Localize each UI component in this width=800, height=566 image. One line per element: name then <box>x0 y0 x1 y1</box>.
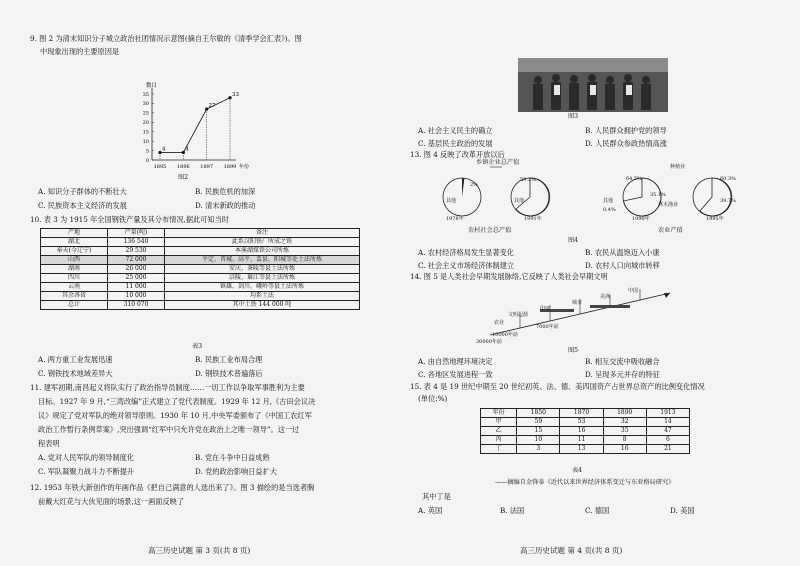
table4-cell: 53 <box>560 418 603 427</box>
x-tick-label: 1899 <box>223 164 237 170</box>
y-tick-label: 20 <box>142 120 149 127</box>
x-axis-suffix: 年份 <box>239 164 250 170</box>
table4-source: ——摘编自金锋泰《近代以来世界经济体系变迁与东亚格局研究》 <box>495 479 675 486</box>
right-page <box>400 0 800 566</box>
q12-option-b: B. 人民群众拥护党的领导 <box>585 126 667 135</box>
table3-cell: 镇雄、剑川、峨岭等县土法所炼 <box>165 283 360 292</box>
linmu-label: 林木渔业 <box>658 202 679 208</box>
q10-option-b: B. 民族工业布局合理 <box>195 355 263 364</box>
table3-row <box>41 256 360 265</box>
data-label: 4 <box>162 146 166 153</box>
table4-cell: 3 <box>517 445 560 454</box>
q12-option-c: C. 基层民主政治的发展 <box>418 139 493 148</box>
q9-option-b: B. 民族危机的加深 <box>195 187 256 196</box>
table4-header: 1913 <box>646 409 689 418</box>
zhongzhi-label: 种植业 <box>670 164 686 170</box>
q14-option-c: C. 各地区发展进程一致 <box>418 370 493 379</box>
table4-row <box>481 445 690 454</box>
q14-option-b: B. 相互交流中吸收融合 <box>585 357 660 366</box>
pct-04: 0.4% <box>603 207 616 213</box>
f5-label-30000: 30000年前 <box>476 339 502 345</box>
q15-option-b: B. 法国 <box>500 506 525 515</box>
f5-label-agri: 农业 <box>494 320 505 326</box>
q14-stem: 14. 图 5 是人类社会早期发展脉络,它反映了人类社会早期文明 <box>410 272 608 281</box>
table4-cell: 35 <box>603 427 646 436</box>
rural-enterprise-label: 乡镇企业总产值 <box>476 159 520 166</box>
table4-caption: 表4 <box>572 467 583 474</box>
q11-option-b: B. 党在斗争中日益成熟 <box>195 453 270 462</box>
f5-label-america: 美洲 <box>600 294 611 300</box>
table3-header: 备注 <box>165 229 360 238</box>
q10-option-d: D. 钢铁技术普遍落后 <box>195 369 263 378</box>
q11-line5: 程表明 <box>38 439 60 448</box>
table3-cell: 此系汉阳铁厂所成之铁 <box>165 238 360 247</box>
q15-line2: (单位:%) <box>418 394 448 403</box>
table4-cell: 甲 <box>481 418 517 427</box>
year-1995: 1995年 <box>706 216 724 222</box>
table4-cell: 59 <box>517 418 560 427</box>
table4-cell: 10 <box>517 436 560 445</box>
table3-cell: 均系土法 <box>165 292 360 301</box>
table3-caption: 表3 <box>192 343 203 350</box>
table4-cell: 14 <box>646 418 689 427</box>
pct-397: 39.7% <box>720 198 736 204</box>
table4-cell: 16 <box>560 427 603 436</box>
figure4-caption: 图4 <box>568 237 579 244</box>
figure3-photo <box>518 58 668 112</box>
table3-cell: 奉天(今辽宁) <box>41 247 108 256</box>
table3-cell: 136 540 <box>108 238 165 247</box>
y-tick-label: 25 <box>142 110 149 117</box>
table4-row <box>481 418 690 427</box>
table3-cell: 湖南 <box>41 265 108 274</box>
table3-cell: 本溪湖煤铁公司所炼 <box>165 247 360 256</box>
q15-line1: 15. 表 4 是 19 世纪中期至 20 世纪初英、法、德、美四国资产占世界总资产的比例变化情况 <box>410 382 705 391</box>
table3-row <box>41 247 360 256</box>
table3-cell: 29 530 <box>108 247 165 256</box>
q15-ask: 其中丁是 <box>422 492 451 501</box>
q11-option-a: A. 党对人民军队的领导制度化 <box>38 453 135 462</box>
series-line <box>160 98 230 153</box>
q13-option-d: D. 农村人口向城市转移 <box>585 261 660 270</box>
table4-cell: 15 <box>517 427 560 436</box>
q11-line2: 目标。1927 年 9 月,“三湾改编”正式建立了党代表制度。1929 年 12 月,《古田会议决 <box>38 397 316 406</box>
year-1991: 1991年 <box>524 216 542 222</box>
table4-cell: 8 <box>603 436 646 445</box>
agri-caption: 农业产值 <box>658 227 683 234</box>
year-1990: 1990年 <box>632 216 650 222</box>
q11-line3: 议》规定了党对军队的绝对领导原则。1930 年 10 月,中央军委颁布了《中国工农红军 <box>38 411 312 420</box>
table4-cell: 乙 <box>481 427 517 436</box>
q14-option-d: D. 呈现多元并存的特征 <box>585 370 660 379</box>
y-axis-label: 数目 <box>146 83 158 89</box>
pct-351: 35.1% <box>650 192 666 198</box>
q11-option-c: C. 军队凝聚力战斗力不断提升 <box>38 467 135 476</box>
data-label: 4 <box>185 146 189 153</box>
pct-59: 59.2% <box>520 177 536 183</box>
footer-left: 高三历史试题 第 3 页(共 8 页) <box>148 546 251 555</box>
q9-stem-line2: 中现象出现的主要原因是 <box>40 47 120 56</box>
other-1991: 其他 <box>514 198 525 204</box>
table3-row <box>41 292 360 301</box>
x-tick-label: 1896 <box>176 164 190 170</box>
f5-label-7000: 7000年前 <box>536 324 559 330</box>
table4 <box>480 408 690 454</box>
table3-row <box>41 274 360 283</box>
table3-cell: 25 000 <box>108 274 165 283</box>
q9-option-c: C. 民族资本主义经济的发展 <box>38 201 127 210</box>
q10-option-c: C. 钢铁技术地域差异大 <box>38 369 113 378</box>
table4-cell: 47 <box>646 427 689 436</box>
q10-option-a: A. 两方重工业发展迅速 <box>38 355 113 364</box>
table4-cell: 13 <box>560 445 603 454</box>
table3-row <box>41 265 360 274</box>
q12-line2: 前戴大红花与大伙见面的场景,这一画面反映了 <box>38 497 185 506</box>
table3-cell: 其余各省 <box>41 292 108 301</box>
table4-header: 1890 <box>603 409 646 418</box>
f5-label-china: 中国 <box>628 288 639 294</box>
table3-cell: 云南 <box>41 283 108 292</box>
y-tick-label: 5 <box>145 148 149 155</box>
figure3-caption: 图3 <box>568 113 579 120</box>
q13-option-c: C. 社会主义市场经济体制建立 <box>418 261 515 270</box>
q9-option-d: D. 清末新政的推动 <box>195 201 256 210</box>
q14-option-a: A. 由自然地理环境决定 <box>418 357 493 366</box>
pct-2: 2% <box>470 182 478 188</box>
table3-cell: 总计 <box>41 301 108 310</box>
table4-cell: 丙 <box>481 436 517 445</box>
table3-cell: 平定、晋城、高平、盂县、阳城等处土法所炼 <box>165 256 360 265</box>
table3-row <box>41 283 360 292</box>
x-tick-label: 1897 <box>200 164 214 170</box>
x-tick-label: 1895 <box>153 164 167 170</box>
table3-cell: 310 070 <box>108 301 165 310</box>
table3-cell: 72 000 <box>108 256 165 265</box>
table3-header-row <box>41 229 360 238</box>
table4-header: 1850 <box>517 409 560 418</box>
q9-stem-line1: 9. 图 2 为清末知识分子城立政治社团情况示意图(摘自王尔敏的《清季学会汇表》)。图 <box>30 34 302 43</box>
table4-cell: 11 <box>560 436 603 445</box>
table3-row <box>41 238 360 247</box>
q12-line1: 12. 1953 年铁大新创作的年画作品《把自己满意的人选出来了》。图 3 描绘的是当选者胸 <box>30 483 315 492</box>
f5-label-city: 城市 <box>572 300 583 306</box>
f5-label-india: 印度 <box>540 306 551 312</box>
other-1990: 其他 <box>603 198 614 204</box>
q11-option-d: D. 党的政治影响日益扩大 <box>195 467 277 476</box>
table4-row <box>481 427 690 436</box>
rural-caption: 农村社会总产值 <box>468 227 512 234</box>
table4-cell: 21 <box>646 445 689 454</box>
y-tick-label: 10 <box>142 138 149 145</box>
table4-row <box>481 436 690 445</box>
table3-cell: 涪陵、綦江等县土法所炼 <box>165 274 360 283</box>
table4-header: 年份 <box>481 409 517 418</box>
f5-label-10000: 10000年前 <box>492 332 518 338</box>
figure2-line-chart <box>130 82 250 177</box>
table3-cell: 湖北 <box>41 238 108 247</box>
table4-cell: 6 <box>646 436 689 445</box>
table3-cell: 10 000 <box>108 292 165 301</box>
q11-line1: 11. 建军初期,南昌起义将队实行了政治指导员制度……一切工作以争取军事胜利为主要 <box>30 383 305 392</box>
footer-right: 高三历史试题 第 4 页(共 8 页) <box>520 546 623 555</box>
table3-cell: 山西 <box>41 256 108 265</box>
y-tick-label: 15 <box>142 129 149 136</box>
table4-cell: 32 <box>603 418 646 427</box>
q11-line4: 政治工作暂行条例草案》,突出强调“红军中只允许党在政治上之唯一领导”。这一过 <box>38 425 300 434</box>
table3-cell: 11 000 <box>108 283 165 292</box>
q15-option-d: D. 美国 <box>670 506 695 515</box>
table3-row <box>41 301 360 310</box>
pie-1978-slice <box>462 178 464 197</box>
q12-option-d: D. 人民群众参政热情高涨 <box>585 139 667 148</box>
table3 <box>40 228 360 310</box>
table4-header-row <box>481 409 690 418</box>
q12-option-a: A. 社会主义民主的确立 <box>418 126 493 135</box>
other-1978: 其他 <box>446 198 457 204</box>
q13-stem: 13. 图 4 反映了改革开放以后 <box>410 150 505 159</box>
pct-603: 60.3% <box>720 176 736 182</box>
table4-cell: 16 <box>603 445 646 454</box>
pct-645: 64.5% <box>626 176 642 182</box>
q15-option-a: A. 英国 <box>418 506 443 515</box>
y-tick-label: 0 <box>145 157 149 164</box>
table3-header: 产地 <box>41 229 108 238</box>
q13-option-a: A. 农村经济格局发生显著变化 <box>418 248 515 257</box>
figure2-caption: 图2 <box>178 174 189 181</box>
q10-stem: 10. 表 3 为 1915 年全国钢铁产量及其分布情况,据此可知当时 <box>30 215 229 224</box>
y-tick-label: 35 <box>142 91 149 98</box>
data-label: 33 <box>232 91 239 98</box>
y-tick-label: 30 <box>142 101 149 108</box>
q13-option-b: B. 农民从温饱迈入小康 <box>585 248 660 257</box>
data-label: 27 <box>208 103 216 110</box>
table3-cell: 安庆、茶陵等县土法所炼 <box>165 265 360 274</box>
f5-label-origin: 文明起源 <box>508 312 529 318</box>
table3-cell: 其中土铁 144 000 吨 <box>165 301 360 310</box>
q15-option-c: C. 德国 <box>585 506 610 515</box>
figure4-pies <box>420 165 770 235</box>
table4-header: 1870 <box>560 409 603 418</box>
q9-option-a: A. 知识分子群体的不断壮大 <box>38 187 127 196</box>
table3-header: 产量(吨) <box>108 229 165 238</box>
table4-cell: 丁 <box>481 445 517 454</box>
table3-cell: 26 000 <box>108 265 165 274</box>
table3-cell: 四川 <box>41 274 108 283</box>
figure5-caption: 图5 <box>568 347 579 354</box>
year-1978: 1978年 <box>446 216 464 222</box>
